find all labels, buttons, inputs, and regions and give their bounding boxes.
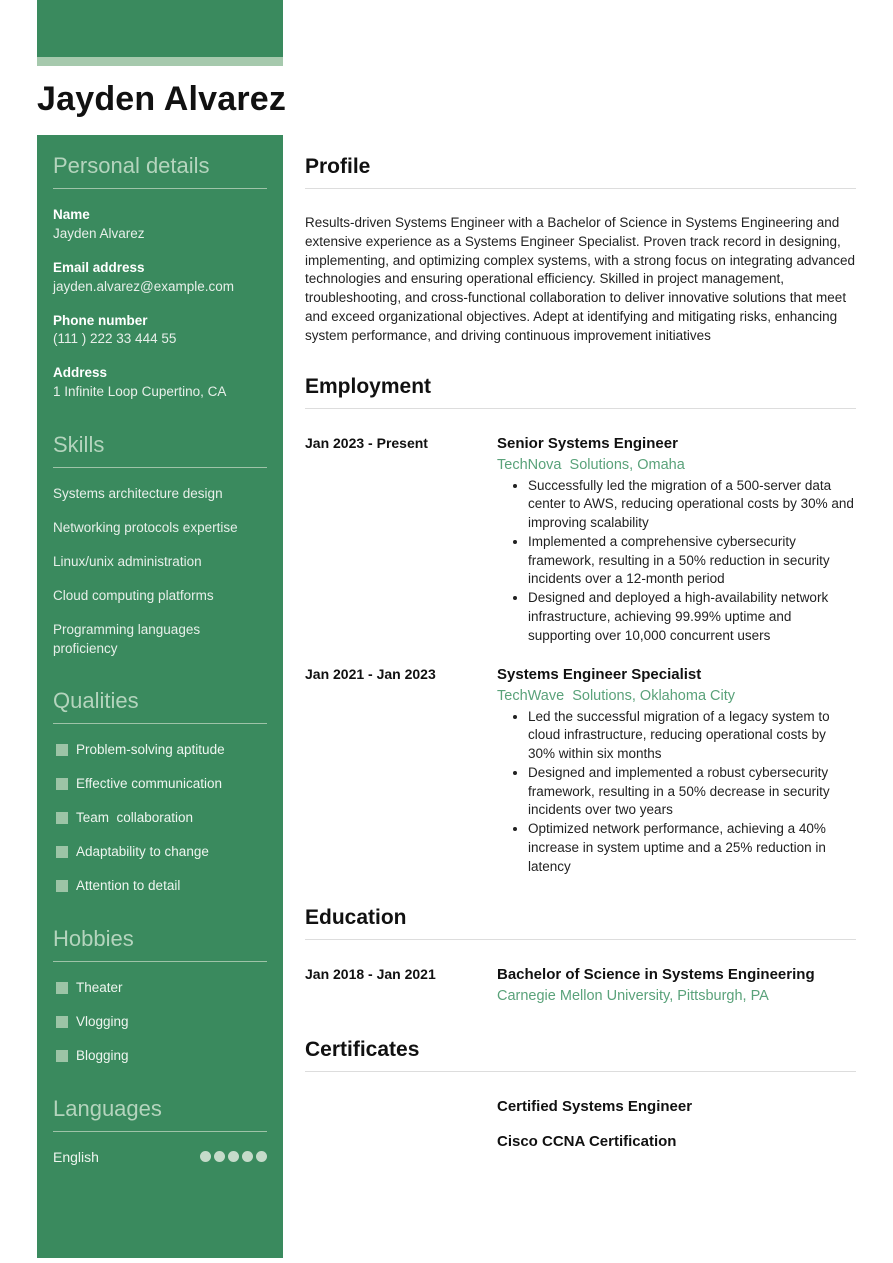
employment-bullet: • Optimized network performance, achieving a 40% increase in system uptime and a 25% reduction in latency (528, 820, 856, 876)
education-period: Jan 2018 - Jan 2021 (305, 966, 436, 983)
section-employment (305, 375, 856, 876)
employment-period: Jan 2023 - Present (305, 435, 428, 452)
employment-company: TechNova Solutions, Omaha (497, 456, 685, 473)
quality-label: Attention to detail (76, 878, 181, 894)
section-education (305, 906, 856, 1007)
quality-item (53, 877, 267, 896)
skill-item: Programming languages proficiency (53, 621, 204, 656)
hobby-label: Blogging (76, 1047, 129, 1063)
level-dot-icon (200, 1151, 211, 1162)
level-dot-icon (242, 1151, 253, 1162)
certificate-name: Certified Systems Engineer (497, 1097, 693, 1115)
quality-label: Problem-solving aptitude (76, 742, 225, 758)
skill-item: Linux/unix administration (53, 553, 202, 569)
employment-bullet: • Designed and deployed a high-availability network infrastructure, achieving 99.99% uptime and supporting over 10,000 concurrent users (528, 589, 856, 645)
employment-heading: Employment (305, 375, 856, 409)
employment-period: Jan 2021 - Jan 2023 (305, 666, 436, 683)
hobby-item (53, 1013, 267, 1032)
employment-bullet: • Led the successful migration of a legacy system to cloud infrastructure, reducing operational costs by 30% within six months (528, 708, 856, 764)
field-label: Email address (53, 259, 145, 275)
employment-bullet: • Designed and implemented a robust cybersecurity framework, resulting in a 50% decrease in security incidents over two years (528, 764, 856, 820)
section-skills (53, 432, 267, 658)
header-accent-block (37, 0, 283, 57)
education-degree: Bachelor of Science in Systems Engineering (497, 966, 815, 984)
field-value: Jayden Alvarez (53, 225, 145, 241)
certificate-entry (305, 1132, 856, 1152)
certificate-period-empty (305, 1097, 485, 1117)
employment-role: Systems Engineer Specialist (497, 666, 702, 684)
square-bullet-icon (56, 880, 68, 892)
employment-bullets (497, 708, 856, 877)
header-accent-strip (37, 57, 283, 66)
education-heading: Education (305, 906, 856, 940)
field-label: Address (53, 365, 108, 381)
square-bullet-icon (56, 778, 68, 790)
square-bullet-icon (56, 982, 68, 994)
hobby-label: Vlogging (76, 1013, 129, 1029)
employment-bullets (497, 477, 856, 646)
skill-item: Systems architecture design (53, 486, 223, 502)
employment-company: TechWave Solutions, Oklahoma City (497, 687, 736, 704)
field-label: Name (53, 207, 90, 222)
section-qualities (53, 688, 267, 895)
field-email (53, 259, 267, 297)
employment-entry (305, 434, 856, 645)
quality-item (53, 809, 267, 828)
education-school: Carnegie Mellon University, Pittsburgh, PA (497, 987, 769, 1004)
level-dot-icon (214, 1151, 225, 1162)
language-name: English (53, 1148, 99, 1165)
section-certificates (305, 1038, 856, 1152)
section-personal-details (53, 153, 267, 402)
quality-item (53, 741, 267, 760)
employment-bullet: • Successfully led the migration of a 500-server data center to AWS, reducing operational costs by 30% and improving scalability (528, 477, 856, 533)
quality-label: Effective communication (76, 776, 223, 792)
field-name (53, 206, 267, 244)
qualities-heading: Qualities (53, 688, 267, 724)
profile-text: Results-driven Systems Engineer with a Bachelor of Science in Systems Engineering and extensive experience as a Systems Engineer Specialist. Proven track record in designing, implementing, and optimizing complex systems, with a strong focus on integrating advanced technologies and ensuring operational efficiency. Skilled in project management, troubleshooting, and cross-functional collaboration to deliver innovative solutions that meet and exceed organizational objectives. Adept at identifying and mitigating risks, enhancing system performance, and driving continuous improvement initiatives (305, 215, 859, 343)
field-address (53, 364, 267, 402)
section-profile (305, 155, 859, 345)
certificate-entry (305, 1097, 856, 1117)
language-level-dots (200, 1151, 267, 1162)
quality-item (53, 843, 267, 862)
quality-item (53, 775, 267, 794)
certificate-name: Cisco CCNA Certification (497, 1133, 677, 1151)
quality-label: Team collaboration (76, 810, 194, 826)
skills-heading: Skills (53, 432, 267, 468)
hobbies-heading: Hobbies (53, 926, 267, 962)
square-bullet-icon (56, 812, 68, 824)
certificate-period-empty (305, 1132, 485, 1152)
skill-item: Networking protocols expertise (53, 520, 238, 536)
page-title: Jayden Alvarez (37, 80, 287, 118)
employment-bullet: • Implemented a comprehensive cybersecurity framework, resulting in a 50% reduction in security incidents over a 12-month period (528, 533, 856, 589)
field-value: jayden.alvarez@example.com (53, 278, 235, 294)
language-item (53, 1149, 267, 1165)
section-hobbies (53, 926, 267, 1066)
level-dot-icon (228, 1151, 239, 1162)
square-bullet-icon (56, 846, 68, 858)
education-entry (305, 965, 856, 1007)
quality-label: Adaptability to change (76, 844, 209, 860)
sidebar (37, 135, 283, 1258)
field-value: 1 Infinite Loop Cupertino, CA (53, 384, 227, 400)
languages-heading: Languages (53, 1096, 267, 1132)
skill-item: Cloud computing platforms (53, 587, 214, 603)
main-column (305, 155, 859, 1182)
square-bullet-icon (56, 744, 68, 756)
square-bullet-icon (56, 1016, 68, 1028)
hobby-item (53, 1047, 267, 1066)
certificates-heading: Certificates (305, 1038, 856, 1072)
square-bullet-icon (56, 1050, 68, 1062)
profile-heading: Profile (305, 155, 856, 189)
hobby-item (53, 979, 267, 998)
employment-entry (305, 665, 856, 876)
hobby-label: Theater (76, 979, 123, 995)
personal-details-heading: Personal details (53, 153, 267, 189)
employment-role: Senior Systems Engineer (497, 435, 678, 453)
field-value: (111 ) 222 33 444 55 (53, 331, 177, 347)
field-phone (53, 312, 267, 350)
level-dot-icon (256, 1151, 267, 1162)
field-label: Phone number (53, 312, 148, 328)
section-languages (53, 1096, 267, 1165)
